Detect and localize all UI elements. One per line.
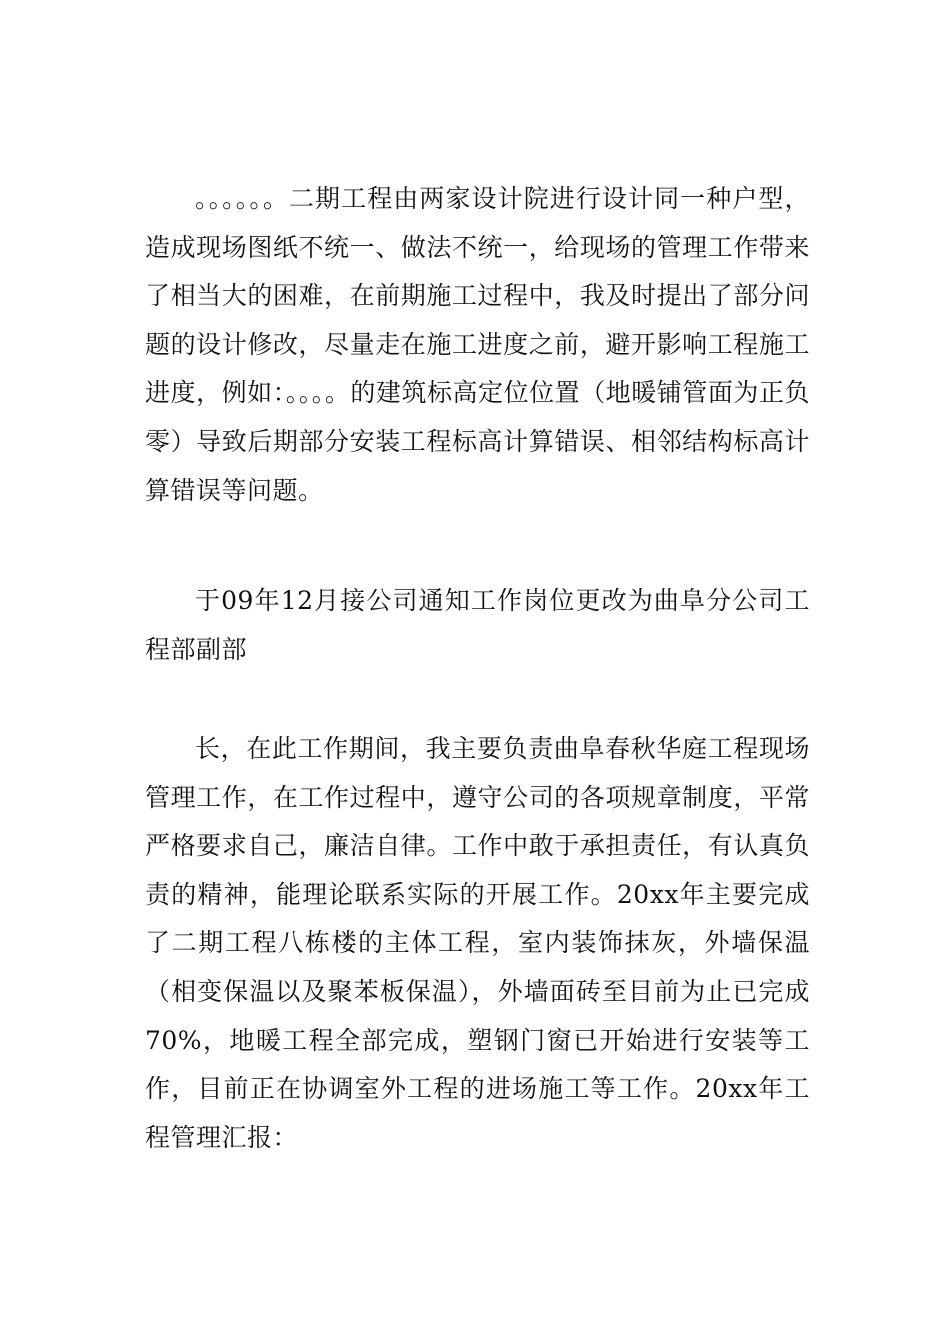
paragraph-design-issues: 。。。。。。二期工程由两家设计院进行设计同一种户型，造成现场图纸不统一、做法不统一，给现场的管理工作带来了相当大的困难，在前期施工过程中，我及时提出了部分问题的设计修改，尽量走在施工进度之前，避开影响工程施工进度，例如：。。。。的建筑标高定位位置（地暖铺管面为正负零）导致后期部分安装工程标高计算错误、相邻结构标高计算错误等问题。 [145, 184, 810, 505]
paragraph-position-change: 于09年12月接公司通知工作岗位更改为曲阜分公司工程部副部 [145, 586, 810, 664]
paragraph-work-summary: 长，在此工作期间，我主要负责曲阜春秋华庭工程现场管理工作，在工作过程中，遵守公司的各项规章制度，平常严格要求自己，廉洁自律。工作中敢于承担责任，有认真负责的精神，能理论联系实际的开展工作。20xx年主要完成了二期工程八栋楼的主体工程，室内装饰抹灰，外墙保温（相变保温以及聚苯板保温），外墙面砖至目前为止已完成70%，地暖工程全部完成，塑钢门窗已开始进行安装等工作，目前正在协调室外工程的进场施工等工作。20xx年工程管理汇报： [145, 734, 810, 1152]
